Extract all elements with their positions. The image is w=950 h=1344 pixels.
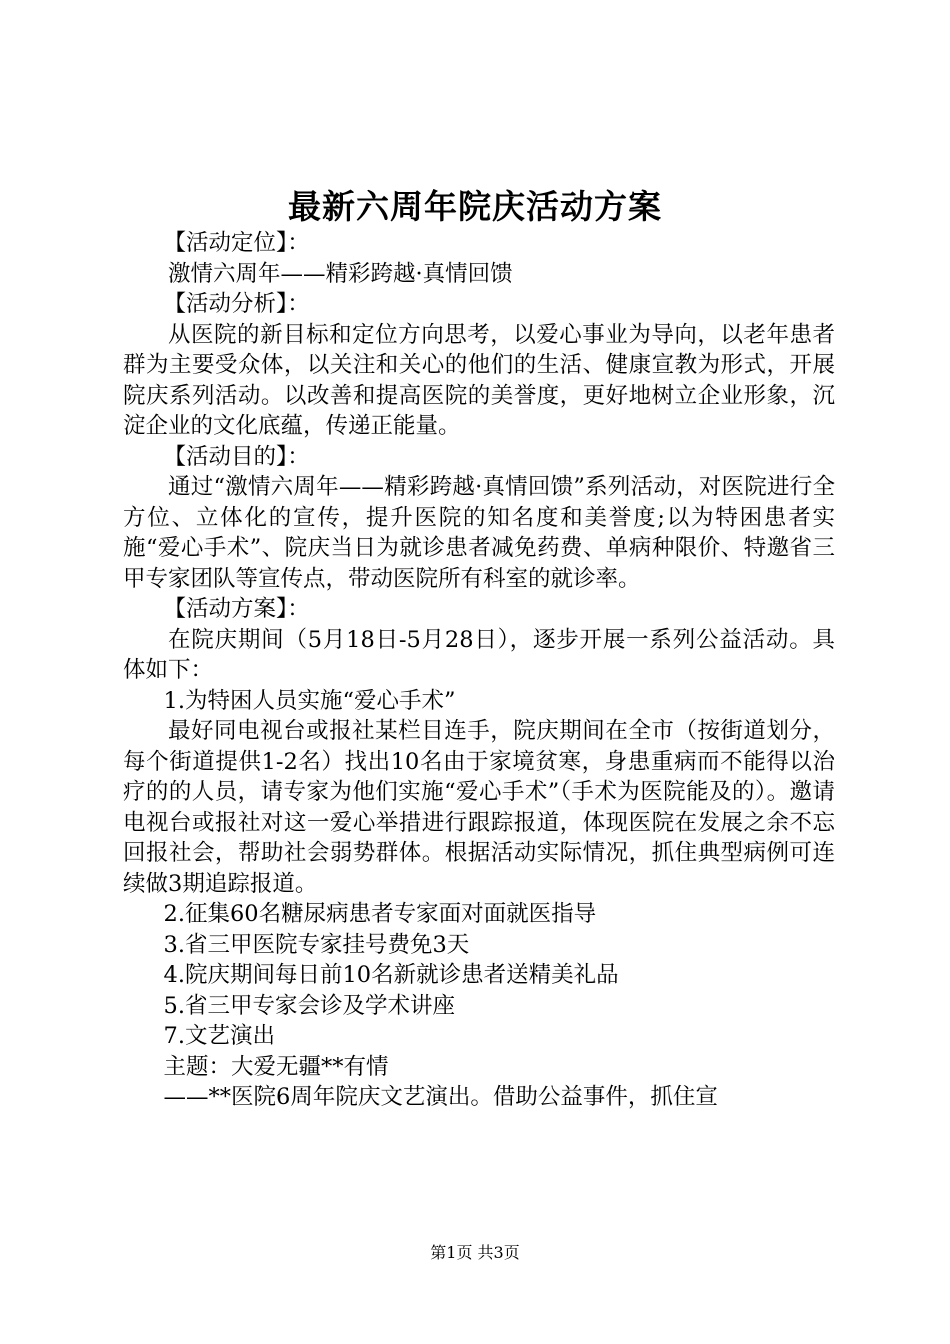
list-item: 7.文艺演出 bbox=[163, 1023, 275, 1049]
paragraph: ——**医院6周年院庆文艺演出。借助公益事件，抓住宣 bbox=[163, 1084, 718, 1110]
document-body bbox=[123, 228, 835, 1113]
section-heading-positioning: 【活动定位】： bbox=[163, 230, 310, 256]
paragraph: 通过“激情六周年——精彩跨越·真情回馈”系列活动，对医院进行全方位、立体化的宣传，提升医院的知名度和美誉度;以为特困患者实施“爱心手术”、院庆当日为就诊患者减免药费、单病种限价、特邀省三甲专家团队等宣传点，带动医院所有科室的就诊率。 bbox=[123, 474, 835, 592]
section-heading-analysis: 【活动分析】： bbox=[163, 291, 310, 317]
page-title: 最新六周年院庆活动方案 bbox=[288, 187, 662, 226]
paragraph: 最好同电视台或报社某栏目连手，院庆期间在全市（按街道划分，每个街道提供1-2名）找出10名由于家境贫寒，身患重病而不能得以治疗的的人员，请专家为他们实施“爱心手术”（手术为医院能及的）。邀请电视台或报社对这一爱心举措进行跟踪报道，体现医院在发展之余不忘回报社会，帮助社会弱势群体。根据活动实际情况，抓住典型病例可连续做3期追踪报道。 bbox=[123, 718, 835, 897]
paragraph: 激情六周年——精彩跨越·真情回馈 bbox=[168, 260, 513, 287]
list-item: 4.院庆期间每日前10名新就诊患者送精美礼品 bbox=[163, 962, 619, 988]
list-item: 5.省三甲专家会诊及学术讲座 bbox=[163, 992, 455, 1019]
list-item: 1.为特困人员实施“爱心手术” bbox=[163, 687, 456, 714]
page-number-footer: 第1页 共3页 bbox=[430, 1243, 520, 1262]
section-heading-purpose: 【活动目的】： bbox=[163, 443, 310, 470]
list-item: 2.征集60名糖尿病患者专家面对面就医指导 bbox=[163, 901, 597, 927]
paragraph: 从医院的新目标和定位方向思考，以爱心事业为导向，以老年患者群为主要受众体，以关注和关心的他们的生活、健康宣教为形式，开展院庆系列活动。以改善和提高医院的美誉度，更好地树立企业形象，沉淀企业的文化底蕴，传递正能量。 bbox=[123, 321, 835, 439]
paragraph: 在院庆期间（5月18日-5月28日），逐步开展一系列公益活动。具体如下： bbox=[123, 626, 835, 683]
list-item: 3.省三甲医院专家挂号费免3天 bbox=[163, 931, 470, 958]
section-heading-plan: 【活动方案】： bbox=[163, 596, 310, 622]
paragraph: 主题：大爱无疆**有情 bbox=[163, 1053, 389, 1080]
